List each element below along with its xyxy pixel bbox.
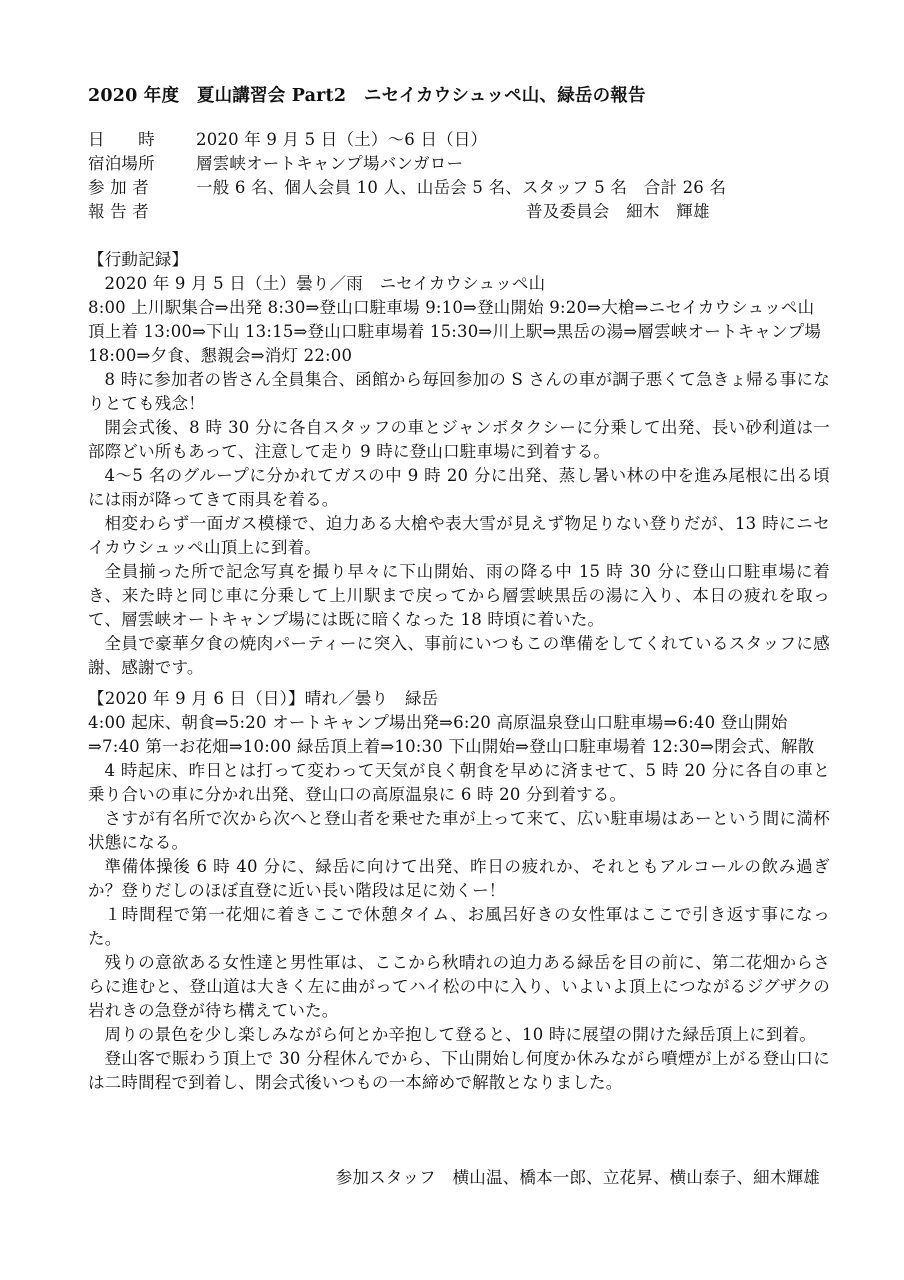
participants-value: 一般 6 名、個人会員 10 人、山岳会 5 名、スタッフ 5 名 合計 26 名	[196, 178, 727, 197]
info-row-participants	[88, 176, 808, 200]
day2-schedule: 4:00 起床、朝食⇒5:20 オートキャンプ場出発⇒6:20 高原温泉登山口駐車場⇒6:40 登山開始⇒7:40 第一お花畑⇒10:00 緑岳頂上着⇒10:30 下山開始⇒登山口駐車場着 12:30⇒閉会式、解散	[88, 713, 815, 756]
date-label: 日 時	[88, 130, 155, 149]
day2-paragraph: 登山客で賑わう頂上で 30 分程休んでから、下山開始し何度か休みながら噴煙が上がる登山口には二時間程で到着し、閉会式後いつもの一本締めで解散となりました。	[88, 1049, 830, 1092]
day2-paragraph: １時間程で第一花畑に着きここで休憩タイム、お風呂好きの女性軍はここで引き返す事になった。	[88, 905, 830, 948]
day1-paragraph: 4～5 名のグループに分かれてガスの中 9 時 20 分に出発、蒸し暑い林の中を進み尾根に出る頃には雨が降ってきて雨具を着る。	[88, 466, 830, 509]
staff-list: 参加スタッフ 横山温、橋本一郎、立花昇、横山泰子、細木輝雄	[335, 1168, 820, 1187]
reporter-label: 報 告 者	[88, 202, 149, 221]
info-row-date	[88, 128, 808, 152]
day1-paragraph: 開会式後、8 時 30 分に各自スタッフの車とジャンボタクシーに分乗して出発、長い砂利道は一部際どい所もあって、注意して走り 9 時に登山口駐車場に到着する。	[88, 418, 830, 461]
info-row-reporter	[88, 200, 808, 224]
date-value: 2020 年 9 月 5 日（土）～6 日（日）	[196, 130, 488, 149]
day1-section	[88, 248, 830, 680]
info-section	[88, 128, 808, 224]
info-row-lodging	[88, 152, 808, 176]
day1-heading: 2020 年 9 月 5 日（土）曇り／雨 ニセイカウシュッペ山	[104, 274, 546, 293]
day1-schedule: 8:00 上川駅集合⇒出発 8:30⇒登山口駐車場 9:10⇒登山開始 9:20⇒大槍⇒ニセイカウシュッペ山頂上着 13:00⇒下山 13:15⇒登山口駐車場着 15:30⇒川上駅⇒黒岳の湯⇒層雲峡オートキャンプ場 18:00⇒夕食、懇親会⇒消灯 22:00	[88, 298, 822, 365]
day1-paragraph: 8 時に参加者の皆さん全員集合、函館から毎回参加の S さんの車が調子悪くて急きょ帰る事になりとても残念！	[88, 370, 830, 413]
day2-paragraph: 周りの景色を少し楽しみながら何とか辛抱して登ると、10 時に展望の開けた緑岳頂上に到着。	[104, 1025, 817, 1044]
participants-label: 参 加 者	[88, 178, 149, 197]
day1-paragraph: 全員揃った所で記念写真を撮り早々に下山開始、雨の降る中 15 時 30 分に登山口駐車場に着き、来た時と同じ車に分乗して上川駅まで戻ってから層雲峡黒岳の湯に入り、本日の疲れを取って、層雲峡オートキャンプ場には既に暗くなった 18 時頃に着いた。	[88, 562, 830, 629]
day2-section	[88, 687, 830, 1095]
record-heading: 【行動記録】	[88, 250, 189, 269]
day1-paragraph: 全員で豪華夕食の焼肉パーティーに突入、事前にいつもこの準備をしてくれているスタッフに感謝、感謝です。	[88, 634, 830, 677]
day2-paragraph: 準備体操後 6 時 40 分に、緑岳に向けて出発、昨日の疲れか、それともアルコールの飲み過ぎか？登りだしのほぼ直登に近い長い階段は足に効くー！	[88, 857, 830, 900]
day2-paragraph: 残りの意欲ある女性達と男性軍は、ここから秋晴れの迫力ある緑岳を目の前に、第二花畑からさらに進むと、登山道は大きく左に曲がってハイ松の中に入り、いよいよ頂上につながるジグザクの岩れきの急登が待ち構えていた。	[88, 953, 830, 1020]
day2-heading: 【2020 年 9 月 6 日（日）】晴れ／曇り 緑岳	[88, 689, 439, 708]
day1-paragraph: 相変わらず一面ガス模様で、迫力ある大槍や表大雪が見えず物足りない登りだが、13 時にニセイカウシュッペ山頂上に到着。	[88, 514, 830, 557]
lodging-value: 層雲峡オートキャンプ場バンガロー	[196, 154, 464, 173]
report-title: 2020 年度 夏山講習会 Part2 ニセイカウシュッペ山、緑岳の報告	[88, 86, 646, 106]
reporter-value: 普及委員会 細木 輝雄	[526, 202, 710, 221]
day2-paragraph: 4 時起床、昨日とは打って変わって天気が良く朝食を早めに済ませて、5 時 20 分に各自の車と乗り合いの車に分かれ出発、登山口の高原温泉に 6 時 20 分到着する。	[88, 761, 830, 804]
lodging-label: 宿泊場所	[88, 154, 155, 173]
day2-paragraph: さすが有名所で次から次へと登山者を乗せた車が上って来て、広い駐車場はあーという間に満杯状態になる。	[88, 809, 830, 852]
